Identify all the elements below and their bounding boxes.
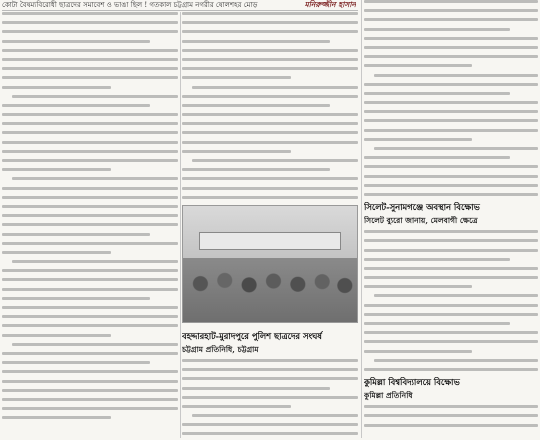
text-line-placeholder	[182, 30, 358, 33]
body-text-block	[364, 0, 538, 196]
section-dateline: সিলেট ব্যুরো জানায়, মেলবাগী ক্ষেত্রে	[364, 216, 478, 226]
text-line-placeholder	[182, 67, 358, 70]
text-line-placeholder	[364, 28, 510, 31]
text-line-placeholder	[182, 150, 291, 153]
text-line-placeholder	[192, 159, 358, 162]
section-heading: সিলেট-সুনামগঞ্জে অবস্থান বিক্ষোভ	[364, 202, 480, 213]
text-line-placeholder	[364, 368, 538, 371]
top-headline-strip: কোটা বৈষম্যবিরোধী ছাত্রদের সমাবেশ ও ভাঙা ছিল ! গতকাল চট্টগ্রাম নগরীর ষোলশহর মোড়	[2, 0, 358, 11]
text-line-placeholder	[364, 0, 538, 3]
text-line-placeholder	[2, 214, 178, 217]
text-line-placeholder	[364, 64, 472, 67]
text-line-placeholder	[364, 165, 538, 168]
text-line-placeholder	[2, 269, 178, 272]
text-line-placeholder	[364, 322, 510, 325]
text-line-placeholder	[364, 249, 538, 252]
text-line-placeholder	[2, 141, 178, 144]
text-line-placeholder	[364, 304, 538, 307]
text-line-placeholder	[2, 49, 178, 52]
text-line-placeholder	[2, 113, 178, 116]
text-line-placeholder	[2, 21, 178, 24]
text-line-placeholder	[374, 294, 538, 297]
text-line-placeholder	[12, 177, 178, 180]
text-line-placeholder	[364, 129, 538, 132]
text-line-placeholder	[364, 313, 538, 316]
text-line-placeholder	[2, 196, 178, 199]
text-line-placeholder	[2, 159, 178, 162]
text-line-placeholder	[182, 104, 330, 107]
text-line-placeholder	[2, 380, 178, 383]
text-line-placeholder	[182, 368, 358, 371]
text-line-placeholder	[182, 12, 358, 15]
text-line-placeholder	[2, 58, 178, 61]
text-line-placeholder	[364, 424, 538, 427]
text-line-placeholder	[2, 242, 178, 245]
section-heading: কুমিল্লা বিশ্ববিদ্যালয়ে বিক্ষোভ	[364, 377, 460, 388]
body-text-block	[364, 230, 538, 371]
text-line-placeholder	[2, 131, 178, 134]
text-line-placeholder	[374, 359, 538, 362]
text-line-placeholder	[2, 205, 178, 208]
text-line-placeholder	[2, 223, 178, 226]
section-dateline: চট্টগ্রাম প্রতিনিধি, চট্টগ্রাম	[182, 344, 259, 354]
text-line-placeholder	[182, 387, 330, 390]
text-line-placeholder	[182, 359, 358, 362]
text-line-placeholder	[182, 168, 330, 171]
text-line-placeholder	[2, 40, 150, 43]
text-line-placeholder	[182, 49, 358, 52]
text-line-placeholder	[364, 92, 510, 95]
text-line-placeholder	[364, 156, 510, 159]
text-line-placeholder	[364, 18, 538, 21]
text-line-placeholder	[182, 76, 291, 79]
text-line-placeholder	[2, 104, 150, 107]
text-line-placeholder	[364, 405, 538, 408]
text-line-placeholder	[2, 407, 178, 410]
text-line-placeholder	[182, 21, 358, 24]
text-line-placeholder	[182, 405, 291, 408]
text-line-placeholder	[2, 251, 111, 254]
text-line-placeholder	[182, 432, 358, 435]
photo-banner	[199, 232, 341, 250]
text-line-placeholder	[182, 377, 358, 380]
article-column-3	[364, 0, 538, 438]
text-line-placeholder	[2, 168, 111, 171]
text-line-placeholder	[2, 278, 178, 281]
column-rule	[180, 12, 181, 438]
article-column-2	[182, 12, 358, 438]
text-line-placeholder	[364, 55, 538, 58]
body-text-block	[2, 12, 178, 419]
text-line-placeholder	[2, 306, 178, 309]
text-line-placeholder	[364, 285, 472, 288]
text-line-placeholder	[2, 67, 178, 70]
text-line-placeholder	[364, 414, 538, 417]
text-line-placeholder	[182, 396, 358, 399]
text-line-placeholder	[2, 334, 111, 337]
article-column-1	[2, 12, 178, 438]
text-line-placeholder	[182, 95, 358, 98]
text-line-placeholder	[364, 138, 472, 141]
text-line-placeholder	[364, 119, 538, 122]
text-line-placeholder	[2, 297, 150, 300]
text-line-placeholder	[364, 350, 472, 353]
text-line-placeholder	[364, 276, 538, 279]
text-line-placeholder	[182, 131, 358, 134]
body-text-block	[364, 405, 538, 426]
text-line-placeholder	[12, 343, 178, 346]
text-line-placeholder	[182, 423, 358, 426]
text-line-placeholder	[2, 361, 150, 364]
text-line-placeholder	[374, 74, 538, 77]
section-heading: বহদ্দারহাট-মুরাদপুরে পুলিশ ছাত্রদের সংঘর্ষ	[182, 330, 322, 341]
text-line-placeholder	[182, 113, 358, 116]
text-line-placeholder	[374, 147, 538, 150]
text-line-placeholder	[2, 86, 111, 89]
text-line-placeholder	[2, 30, 178, 33]
text-line-placeholder	[182, 141, 358, 144]
section-dateline: কুমিল্লা প্রতিনিধি	[364, 391, 413, 401]
text-line-placeholder	[182, 177, 358, 180]
photo-byline: মনিরুজ্জীন হাসান	[304, 0, 356, 9]
body-text-block	[182, 12, 358, 199]
text-line-placeholder	[182, 58, 358, 61]
column-rule	[361, 0, 362, 438]
text-line-placeholder	[364, 46, 538, 49]
text-line-placeholder	[2, 389, 178, 392]
text-line-placeholder	[182, 187, 358, 190]
text-line-placeholder	[2, 416, 111, 419]
text-line-placeholder	[2, 233, 150, 236]
text-line-placeholder	[2, 12, 178, 15]
text-line-placeholder	[364, 175, 538, 178]
text-line-placeholder	[364, 83, 538, 86]
text-line-placeholder	[2, 76, 178, 79]
text-line-placeholder	[182, 122, 358, 125]
text-line-placeholder	[12, 260, 178, 263]
text-line-placeholder	[2, 370, 178, 373]
text-line-placeholder	[2, 122, 178, 125]
text-line-placeholder	[364, 230, 538, 233]
text-line-placeholder	[364, 101, 538, 104]
text-line-placeholder	[364, 340, 538, 343]
text-line-placeholder	[182, 196, 358, 199]
text-line-placeholder	[2, 315, 178, 318]
text-line-placeholder	[2, 288, 178, 291]
text-line-placeholder	[192, 414, 358, 417]
text-line-placeholder	[182, 40, 330, 43]
text-line-placeholder	[364, 267, 538, 270]
text-line-placeholder	[2, 150, 178, 153]
text-line-placeholder	[364, 193, 538, 196]
body-text-block	[182, 359, 358, 438]
text-line-placeholder	[192, 86, 358, 89]
text-line-placeholder	[364, 9, 538, 12]
text-line-placeholder	[364, 258, 510, 261]
text-line-placeholder	[2, 187, 178, 190]
text-line-placeholder	[364, 239, 538, 242]
text-line-placeholder	[2, 398, 178, 401]
text-line-placeholder	[2, 324, 178, 327]
text-line-placeholder	[364, 110, 538, 113]
text-line-placeholder	[364, 184, 538, 187]
text-line-placeholder	[2, 352, 178, 355]
news-photo	[182, 205, 358, 323]
photo-crowd	[183, 258, 357, 322]
text-line-placeholder	[364, 37, 538, 40]
text-line-placeholder	[12, 95, 178, 98]
text-line-placeholder	[364, 331, 538, 334]
